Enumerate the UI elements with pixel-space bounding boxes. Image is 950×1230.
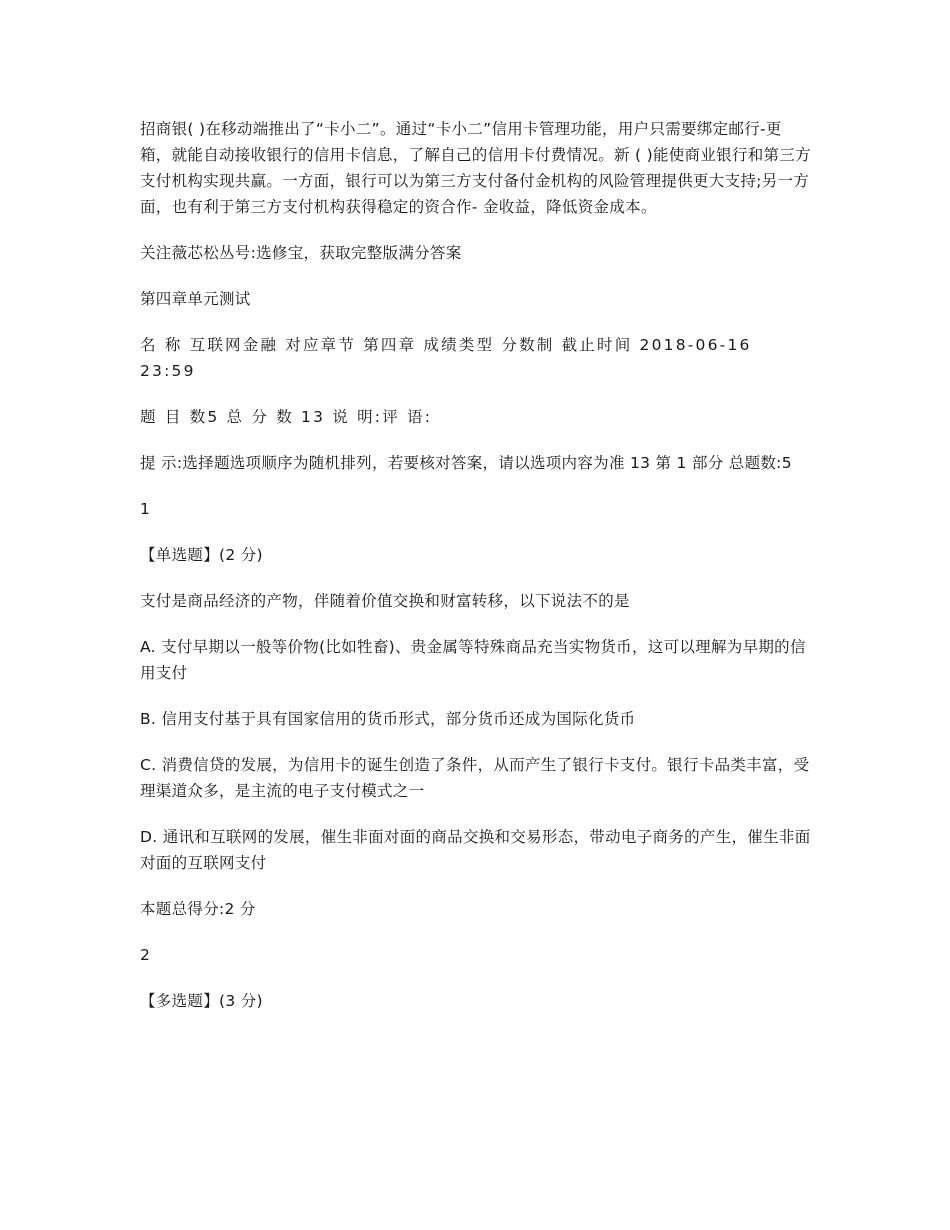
question-number: 2 — [140, 946, 151, 964]
promo-line: 关注薇芯松丛号:选修宝，获取完整版满分答案 — [140, 244, 462, 262]
quiz-info: 名 称 互联网金融 对应章节 第四章 成绩类型 分数制 截止时间 2018-06-16 23:59 — [140, 336, 759, 380]
option-b: B. 信用支付基于具有国家信用的货币形式，部分货币还成为国际化货币 — [140, 710, 636, 728]
question-number: 1 — [140, 500, 151, 518]
option-a: A. 支付早期以一般等价物(比如牲畜)、贵金属等特殊商品充当实物货币，这可以理解为早期的信用支付 — [140, 638, 806, 682]
question-score: 本题总得分:2 分 — [140, 900, 256, 918]
chapter-title: 第四章单元测试 — [140, 290, 251, 308]
quiz-counts: 题 目 数5 总 分 数 13 说 明:评 语: — [140, 408, 433, 426]
question-type: 【单选题】(2 分) — [140, 546, 263, 564]
quiz-hint: 提 示:选择题选项顺序为随机排列，若要核对答案，请以选项内容为准 13 第 1 部分 总题数:5 — [140, 454, 792, 472]
question-stem: 支付是商品经济的产物，伴随着价值交换和财富转移，以下说法不的是 — [140, 592, 630, 610]
question-type: 【多选题】(3 分) — [140, 992, 263, 1010]
option-c: C. 消费信贷的发展，为信用卡的诞生创造了条件，从而产生了银行卡支付。银行卡品类丰富，受理渠道众多，是主流的电子支付模式之一 — [140, 756, 810, 800]
document-page — [140, 116, 812, 1034]
intro-paragraph: 招商银( )在移动端推出了“卡小二”。通过“卡小二”信用卡管理功能，用户只需要绑定邮行-更箱，就能自动接收银行的信用卡信息，了解自己的信用卡付费情况。新 ( )能使商业银行和第三方支付机构实现共赢。一方面，银行可以为第三方支付备付金机构的风险管理提供更大支持;另一方面，也有利于第三方支付机构获得稳定的资合作- 金收益，降低资金成本。 — [140, 120, 811, 216]
option-d: D. 通讯和互联网的发展，催生非面对面的商品交换和交易形态，带动电子商务的产生，催生非面对面的互联网支付 — [140, 828, 811, 872]
